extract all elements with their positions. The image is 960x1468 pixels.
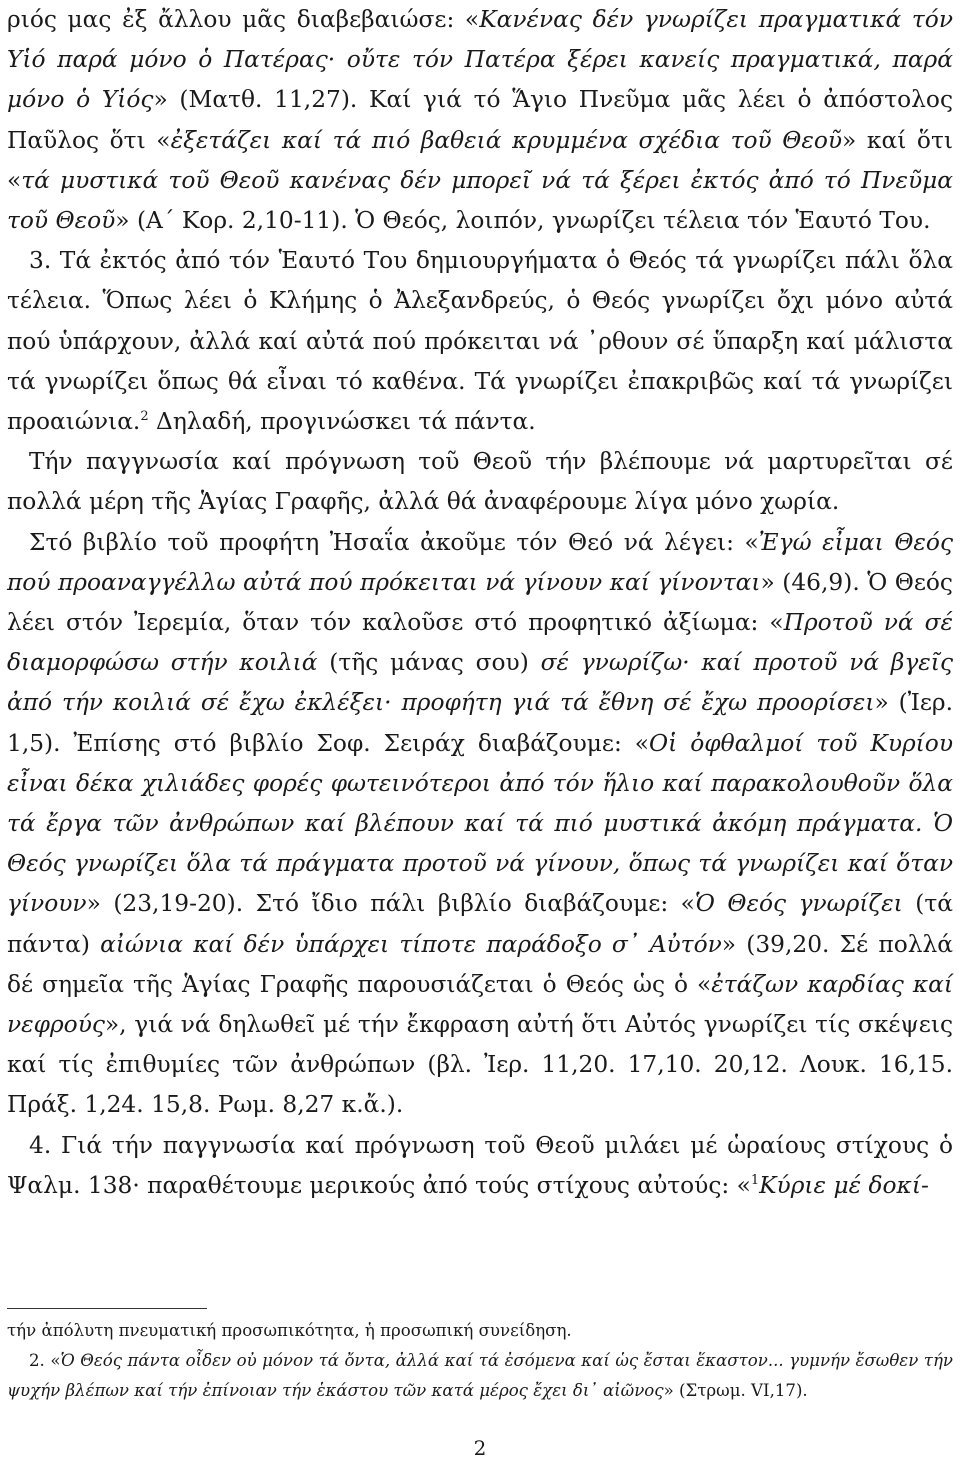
text-run: » (23,19-20). Στό ἴδιο πάλι βιβλίο διαβάζουμε: « xyxy=(86,890,695,918)
paragraph-2 xyxy=(7,241,953,442)
text-run: » (Α΄ Κορ. 2,10-11). Ὁ Θεός, λοιπόν, γνωρίζει τέλεια τόν Ἑαυτό Του. xyxy=(115,207,931,235)
footnote-rule xyxy=(7,1308,207,1309)
quote-italic: Ἐγώ εἶμαι Θεός πού προαναγγέλλω αὐτά πού πρόκειται νά γίνουν καί γίνονται xyxy=(7,528,953,596)
paragraph-5 xyxy=(7,1126,953,1206)
footnote-text: « xyxy=(44,1351,61,1370)
quote-italic: σέ γνωρίζω· καί προτοῦ νά βγεῖς ἀπό τήν κοιλιά σέ ἔχω ἐκλέξει· προφήτη γιά τά ἔθνη σέ ἔχω προορίσει xyxy=(7,649,953,717)
text-run: Τήν παγγνωσία καί πρόγνωση τοῦ Θεοῦ τήν βλέπουμε νά μαρτυρεῖται σέ πολλά μέρη τῆς Ἁγίας Γραφῆς, ἀλλά θά ἀναφέρουμε λίγα μόνο χωρία. xyxy=(7,448,953,516)
paragraph-1 xyxy=(7,0,953,241)
body-text xyxy=(7,0,953,1206)
verse-number: 1 xyxy=(750,1173,760,1189)
quote-italic: ἐξετάζει καί τά πιό βαθειά κρυμμένα σχέδια τοῦ Θεοῦ xyxy=(170,126,843,154)
text-run: (τά πάντα) xyxy=(7,890,953,958)
text-run: » (46,9). Ὁ Θεός λέει στόν Ἰερεμία, ὅταν τόν καλοῦσε στό προφητικό ἀξίωμα: « xyxy=(7,568,953,637)
text-run: » καί ὅτι « xyxy=(7,126,953,194)
quote-italic: Ὁ Θεός γνωρίζει xyxy=(694,890,903,918)
quote-italic: Κανένας δέν γνωρίζει πραγματικά τόν Υἱό παρά μόνο ὁ Πατέρας· οὔτε τόν Πατέρα ξέρει κανείς πραγματικά, παρά μόνο ὁ Υἱός xyxy=(7,6,953,114)
text-run: 4. Γιά τήν παγγνωσία καί πρόγνωση τοῦ Θεοῦ μιλάει μέ ὡραίους στίχους ὁ Ψαλμ. 138· παραθέτουμε μερικούς ἀπό τούς στίχους αὐτούς: « xyxy=(7,1131,953,1199)
text-run: ριός μας ἐξ ἄλλου μᾶς διαβεβαιώσε: « xyxy=(7,6,480,33)
footnote-ref: 2 xyxy=(140,409,149,425)
footnote-number: 2. xyxy=(29,1351,45,1370)
footnote-2 xyxy=(7,1346,953,1406)
footnote-text: » (Στρωμ. VI,17). xyxy=(663,1381,808,1400)
quote-italic: Κύριε μέ δοκί- xyxy=(759,1171,929,1199)
paragraph-4 xyxy=(7,523,953,1126)
text-run: », γιά νά δηλωθεῖ μέ τήν ἔκφραση αὐτή ὅτι Αὐτός γνωρίζει τίς σκέψεις καί τίς ἐπιθυμίες τῶν ἀνθρώπων (βλ. Ἰερ. 11,20. 17,10. 20,12. Λουκ. 16,15. Πράξ. 1,24. 15,8. Ρωμ. 8,27 κ.ἄ.). xyxy=(7,1011,953,1119)
footnote-1-continued xyxy=(7,1316,953,1346)
paragraph-3 xyxy=(7,442,953,522)
quote-italic: ἐτάζων καρδίας καί νεφρούς xyxy=(7,970,954,1039)
quote-italic: τά μυστικά τοῦ Θεοῦ κανένας δέν μπορεῖ νά τά ξέρει ἐκτός ἀπό τό Πνεῦμα τοῦ Θεοῦ xyxy=(7,166,953,235)
footnotes xyxy=(7,1316,953,1406)
text-run: (τῆς μάνας σου) xyxy=(317,649,541,677)
text-run: » (Ματθ. 11,27). Καί γιά τό Ἅγιο Πνεῦμα μᾶς λέει ὁ ἀπόστολος Παῦλος ὅτι « xyxy=(7,86,954,154)
footnote-text: τήν ἀπόλυτη πνευματική προσωπικότητα, ἡ προσωπική συνείδηση. xyxy=(7,1321,572,1340)
quote-italic: αἰώνια καί δέν ὑπάρχει τίποτε παράδοξο σ᾽ Αὐτόν xyxy=(100,930,722,958)
text-run: » (39,20. Σέ πολλά δέ σημεῖα τῆς Ἁγίας Γραφῆς παρουσιάζεται ὁ Θεός ὡς ὁ « xyxy=(7,930,953,998)
footnote-quote-italic: Ὁ Θεός πάντα οἶδεν οὐ μόνον τά ὄντα, ἀλλά καί τά ἐσόμενα καί ὡς ἔσται ἕκαστον... γυμνήν ἔσωθεν τήν ψυχήν βλέπων καί τήν ἐπίνοιαν τήν ἑκάστου τῶν κατά μέρος ἔχει δι᾽ αἰῶνος xyxy=(7,1351,953,1400)
page-number: 2 xyxy=(473,1436,487,1460)
text-run: » (Ἰερ. 1,5). Ἐπίσης στό βιβλίο Σοφ. Σειράχ διαβάζουμε: « xyxy=(7,689,953,757)
text-run: Δηλαδή, προγινώσκει τά πάντα. xyxy=(148,408,536,436)
quote-italic: Προτοῦ νά σέ διαμορφώσω στήν κοιλιά xyxy=(7,609,953,677)
text-run: 3. Τά ἐκτός ἀπό τόν Ἑαυτό Του δημιουργήματα ὁ Θεός τά γνωρίζει πάλι ὅλα τέλεια. Ὅπως λέει ὁ Κλήμης ὁ Ἀλεξανδρεύς, ὁ Θεός γνωρίζει ὄχι μόνο αὐτά πού ὑπάρχουν, ἀλλά καί αὐτά πού πρόκειται νά ᾽ρθουν σέ ὕπαρξη καί μάλιστα τά γνωρίζει ὅπως θά εἶναι τό καθένα. Τά γνωρίζει ἐπακριβῶς καί τά γνωρίζει προαιώνια. xyxy=(7,247,953,436)
quote-italic: Οἱ ὀφθαλμοί τοῦ Κυρίου εἶναι δέκα χιλιάδες φορές φωτεινότεροι ἀπό τόν ἥλιο καί παρακολουθοῦν ὅλα τά ἔργα τῶν ἀνθρώπων καί βλέπουν καί τά πιό μυστικά ἀκόμη πράγματα. Ὁ Θεός γνωρίζει ὅλα τά πράγματα προτοῦ νά γίνουν, ὅπως τά γνωρίζει καί ὅταν γίνουν xyxy=(7,729,953,918)
text-run: Στό βιβλίο τοῦ προφήτη Ἠσαΐα ἀκοῦμε τόν Θεό νά λέγει: « xyxy=(29,528,759,556)
page xyxy=(7,0,954,1460)
